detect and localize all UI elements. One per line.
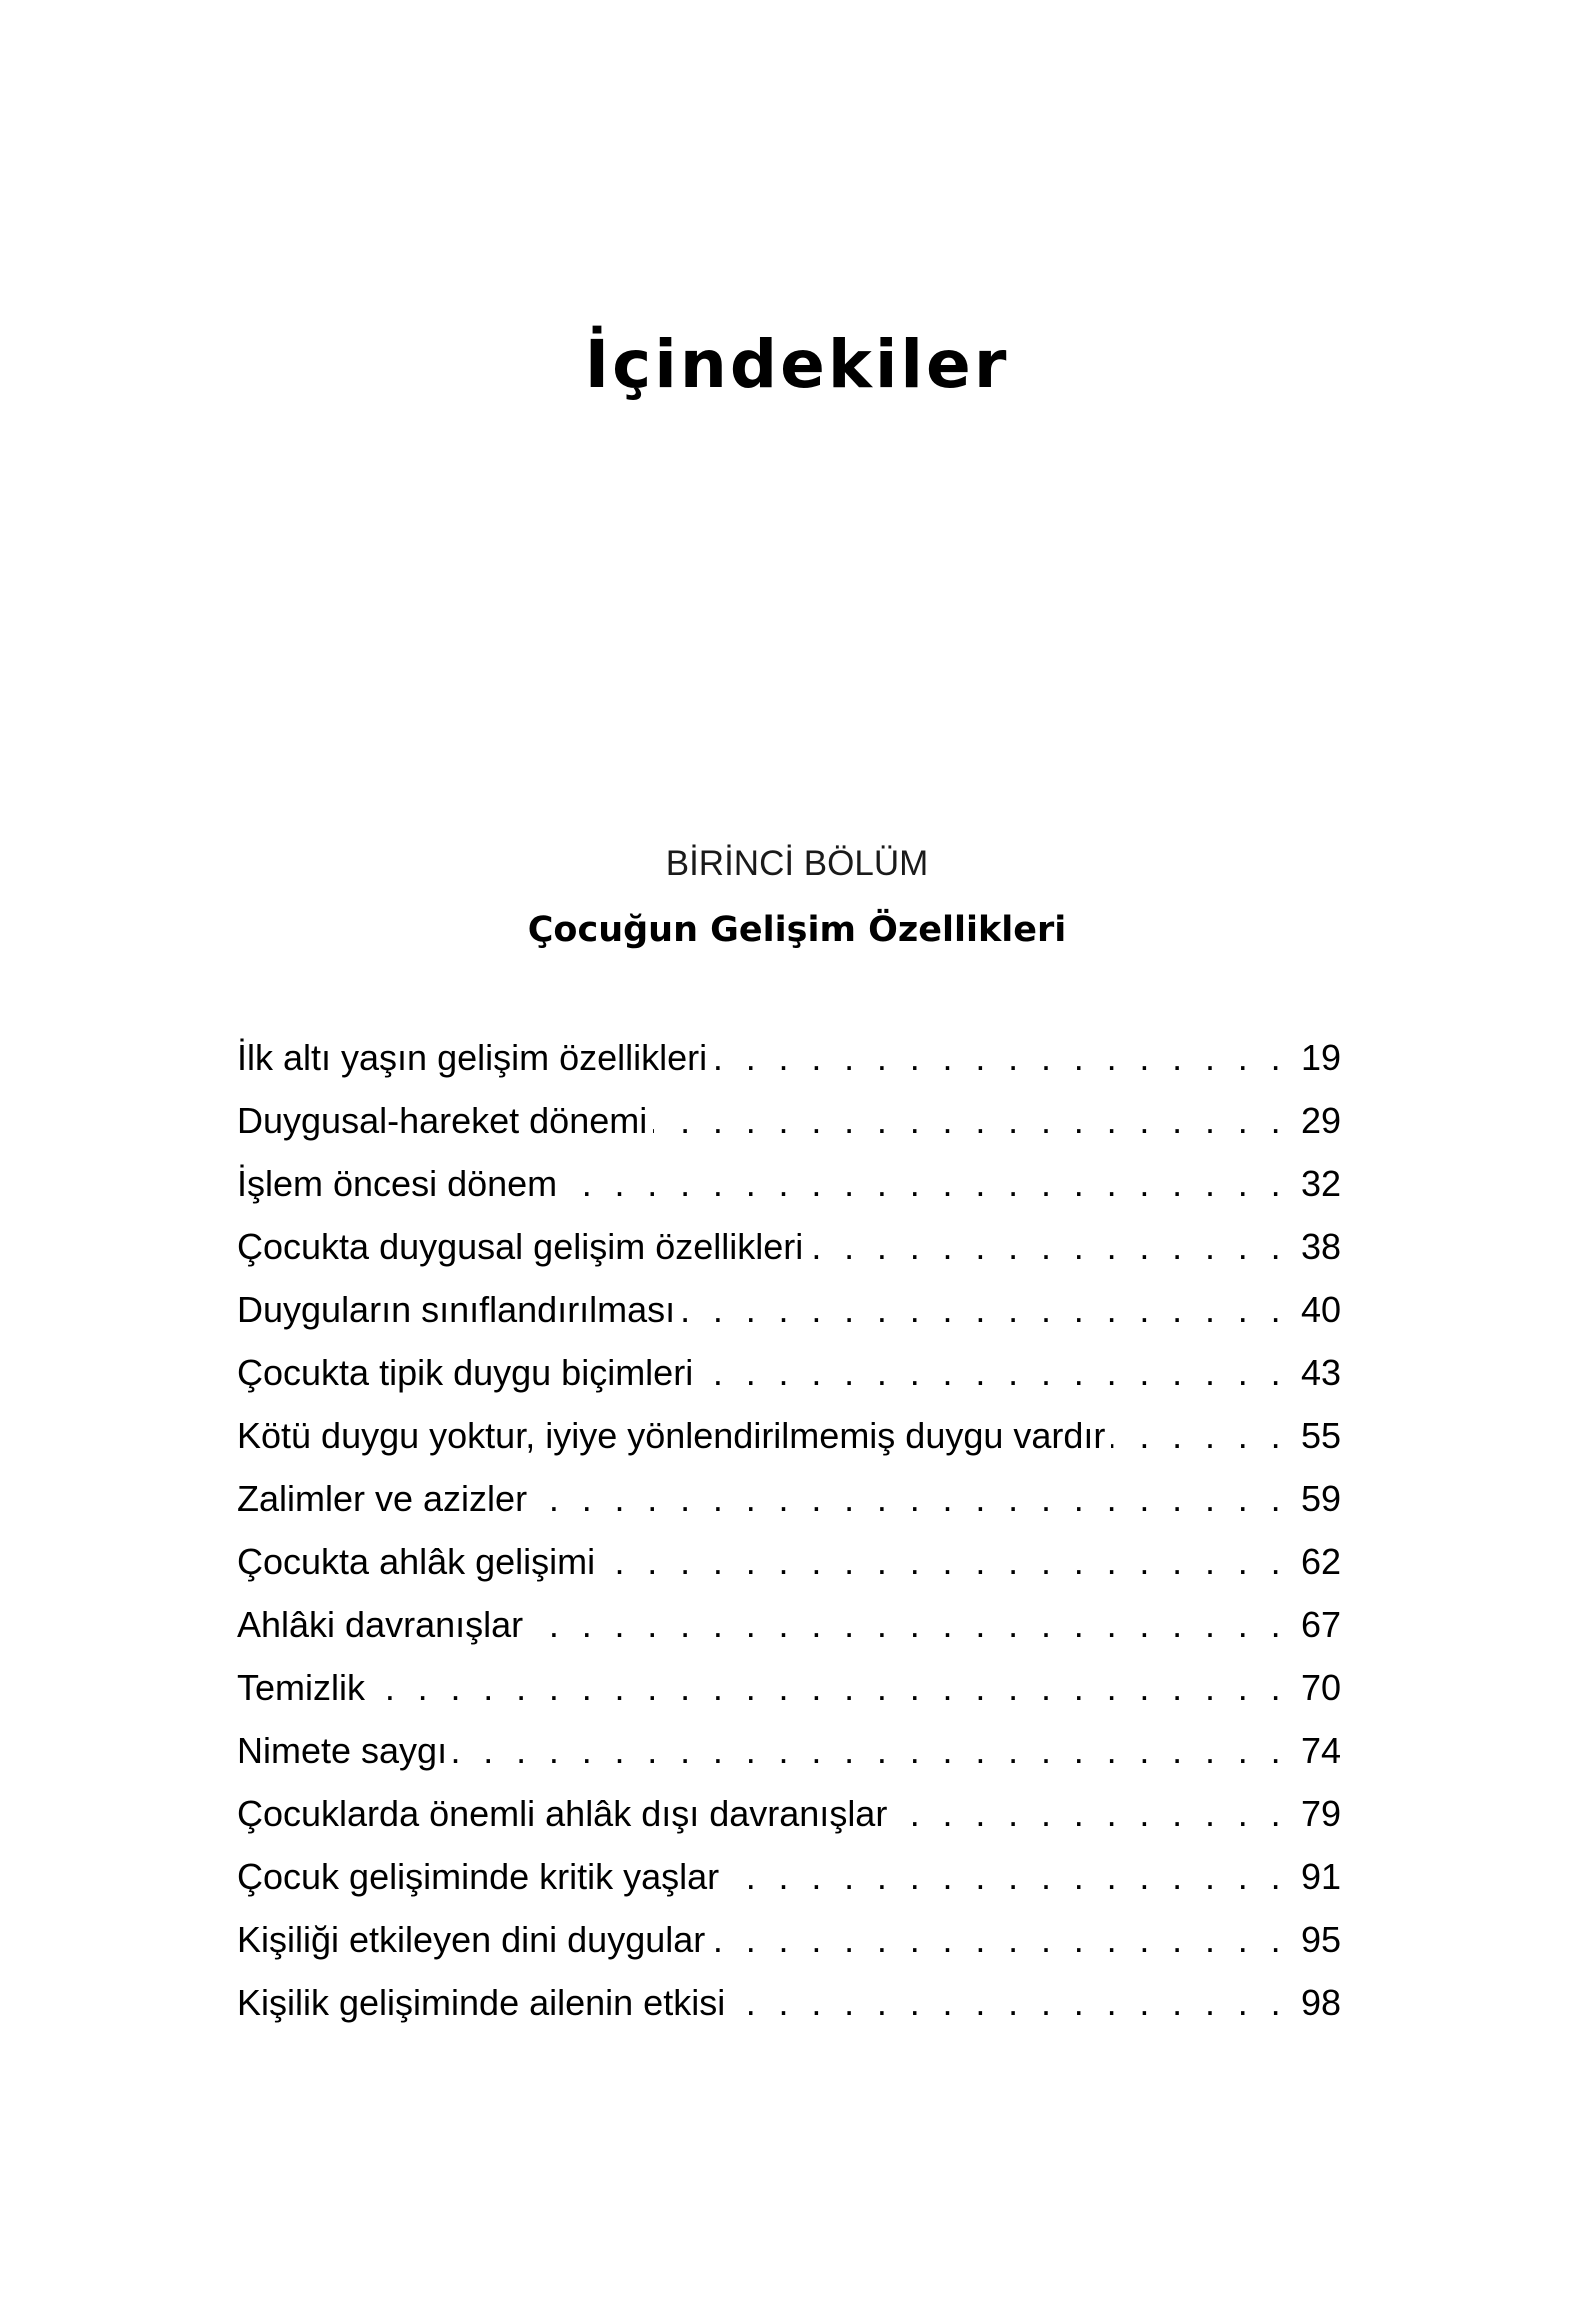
toc-entry-page: 95 bbox=[1300, 1919, 1341, 1960]
toc-entry-page: 55 bbox=[1300, 1415, 1341, 1456]
toc-entry-page: 59 bbox=[1300, 1478, 1341, 1519]
toc-entry-page: 91 bbox=[1300, 1856, 1341, 1897]
toc-entry bbox=[237, 1971, 1341, 2034]
dot-leader bbox=[731, 1971, 1287, 2034]
toc-entry bbox=[237, 1845, 1341, 1908]
toc-entry-page: 29 bbox=[1300, 1100, 1341, 1141]
toc-entry bbox=[237, 1908, 1341, 1971]
toc-entry-title: Temizlik bbox=[237, 1667, 366, 1708]
toc-entry-page: 67 bbox=[1300, 1604, 1341, 1645]
toc-entry-title: Çocuk gelişiminde kritik yaşlar bbox=[237, 1856, 720, 1897]
toc-entry-title: Zalimler ve azizler bbox=[237, 1478, 528, 1519]
dot-leader bbox=[371, 1656, 1287, 1719]
toc-entry-page: 19 bbox=[1300, 1037, 1341, 1078]
dot-leader bbox=[453, 1719, 1287, 1782]
dot-leader bbox=[713, 1026, 1287, 1089]
toc-entry bbox=[237, 1089, 1341, 1152]
dot-leader bbox=[601, 1530, 1287, 1593]
toc-entry-title: Duygusal-hareket dönemi bbox=[237, 1100, 648, 1141]
table-of-contents bbox=[237, 1026, 1341, 2034]
toc-entry-title: Çocuklarda önemli ahlâk dışı davranışlar bbox=[237, 1793, 888, 1834]
toc-entry-page: 38 bbox=[1300, 1226, 1341, 1267]
toc-entry-title: Nimete saygı bbox=[237, 1730, 448, 1771]
toc-entry-title: Kişiliği etkileyen dini duygular bbox=[237, 1919, 706, 1960]
toc-entry-page: 62 bbox=[1300, 1541, 1341, 1582]
toc-entry-title: Çocukta tipik duygu biçimleri bbox=[237, 1352, 694, 1393]
toc-entry-page: 79 bbox=[1300, 1793, 1341, 1834]
toc-entry-title: Kötü duygu yoktur, iyiye yönlendirilmemiş duygu vardır bbox=[237, 1415, 1106, 1456]
toc-entry bbox=[237, 1593, 1341, 1656]
toc-entry-title: Ahlâki davranışlar bbox=[237, 1604, 524, 1645]
toc-entry bbox=[237, 1467, 1341, 1530]
toc-entry-title: Çocukta duygusal gelişim özellikleri bbox=[237, 1226, 804, 1267]
toc-entry-title: Duyguların sınıflandırılması bbox=[237, 1289, 676, 1330]
toc-entry-page: 74 bbox=[1300, 1730, 1341, 1771]
dot-leader bbox=[563, 1152, 1287, 1215]
toc-entry bbox=[237, 1530, 1341, 1593]
toc-entry-title: Çocukta ahlâk gelişimi bbox=[237, 1541, 596, 1582]
dot-leader bbox=[893, 1782, 1287, 1845]
toc-entry-title: Kişilik gelişiminde ailenin etkisi bbox=[237, 1982, 726, 2023]
dot-leader bbox=[711, 1908, 1287, 1971]
toc-entry-title: İşlem öncesi dönem bbox=[237, 1163, 558, 1204]
toc-entry bbox=[237, 1215, 1341, 1278]
dot-leader bbox=[1111, 1404, 1287, 1467]
dot-leader bbox=[725, 1845, 1287, 1908]
toc-entry-page: 70 bbox=[1300, 1667, 1341, 1708]
toc-entry-page: 40 bbox=[1300, 1289, 1341, 1330]
toc-entry bbox=[237, 1341, 1341, 1404]
dot-leader bbox=[533, 1467, 1287, 1530]
toc-entry bbox=[237, 1656, 1341, 1719]
toc-entry bbox=[237, 1719, 1341, 1782]
toc-entry bbox=[237, 1782, 1341, 1845]
section-label: BİRİNCİ BÖLÜM bbox=[665, 844, 929, 883]
toc-entry bbox=[237, 1278, 1341, 1341]
dot-leader bbox=[681, 1278, 1287, 1341]
toc-entry bbox=[237, 1404, 1341, 1467]
toc-entry-page: 32 bbox=[1300, 1163, 1341, 1204]
dot-leader bbox=[529, 1593, 1287, 1656]
toc-entry bbox=[237, 1026, 1341, 1089]
dot-leader bbox=[699, 1341, 1287, 1404]
toc-entry-page: 98 bbox=[1300, 1982, 1341, 2023]
toc-entry-title: İlk altı yaşın gelişim özellikleri bbox=[237, 1037, 708, 1078]
dot-leader bbox=[653, 1089, 1287, 1152]
page-title: İçindekiler bbox=[584, 326, 1010, 403]
section-heading: Çocuğun Gelişim Özellikleri bbox=[527, 910, 1067, 950]
toc-entry-page: 43 bbox=[1300, 1352, 1341, 1393]
dot-leader bbox=[809, 1215, 1287, 1278]
toc-entry bbox=[237, 1152, 1341, 1215]
